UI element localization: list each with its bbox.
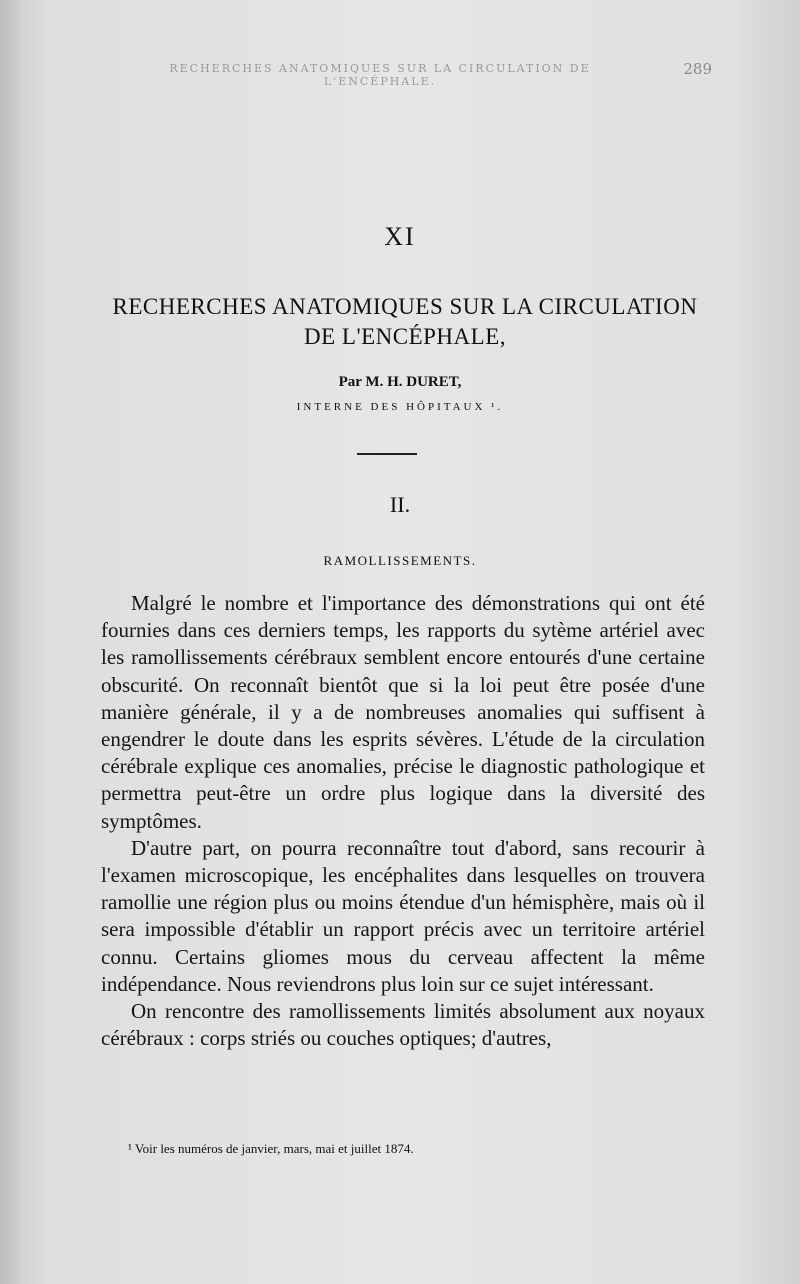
footnote: ¹ Voir les numéros de janvier, mars, mai et juillet 1874.	[128, 1141, 414, 1156]
page-number: 289	[683, 60, 712, 78]
author-affiliation: INTERNE DES HÔPITAUX ¹.	[296, 401, 504, 413]
title-line-1: RECHERCHES ANATOMIQUES SUR LA CIRCULATION	[112, 294, 698, 319]
paragraph-2: D'autre part, on pourra reconnaître tout d'abord, sans recourir à l'examen microscopique, les encéphalites dans lesquelles on trouvera ramollie une région plus ou moins étendue d'un hémisphère, mais où il sera impossible d'établir un rapport précis avec un territoire artériel connu. Certains gliomes mous du cerveau affectent la même indépendance. Nous reviendrons plus loin sur ce sujet intéressant.	[101, 835, 705, 996]
title-line-2: DE L'ENCÉPHALE,	[303, 324, 506, 349]
paragraph-1: Malgré le nombre et l'importance des démonstrations qui ont été fournies dans ces derniers temps, les rapports du sytème artériel avec les ramollissements cérébraux semblent encore entourés d'une certaine obscurité. On reconnaît bientôt que si la loi peut être posée d'une manière générale, il y a de nombreuses anomalies qui suffisent à engendrer le doute dans les esprits sévères. L'étude de la circulation cérébrale explique ces anomalies, précise le diagnostic pathologique et permettra peut-être un ordre plus logique dans la diversité des symptômes.	[101, 591, 705, 833]
section-number: II.	[389, 492, 411, 517]
body-text	[101, 590, 705, 1052]
running-head: RECHERCHES ANATOMIQUES SUR LA CIRCULATION DE L'ENCÉPHALE.	[169, 62, 591, 88]
section-title: RAMOLLISSEMENTS.	[323, 553, 477, 568]
page-edge-shadow	[0, 0, 22, 1284]
chapter-number: XI	[384, 222, 416, 251]
article-title	[95, 292, 715, 352]
author-byline: Par M. H. DURET,	[338, 374, 462, 390]
paragraph-3: On rencontre des ramollissements limités absolument aux noyaux cérébraux : corps striés ou couches optiques; d'autres,	[101, 999, 705, 1051]
title-divider	[357, 453, 417, 455]
